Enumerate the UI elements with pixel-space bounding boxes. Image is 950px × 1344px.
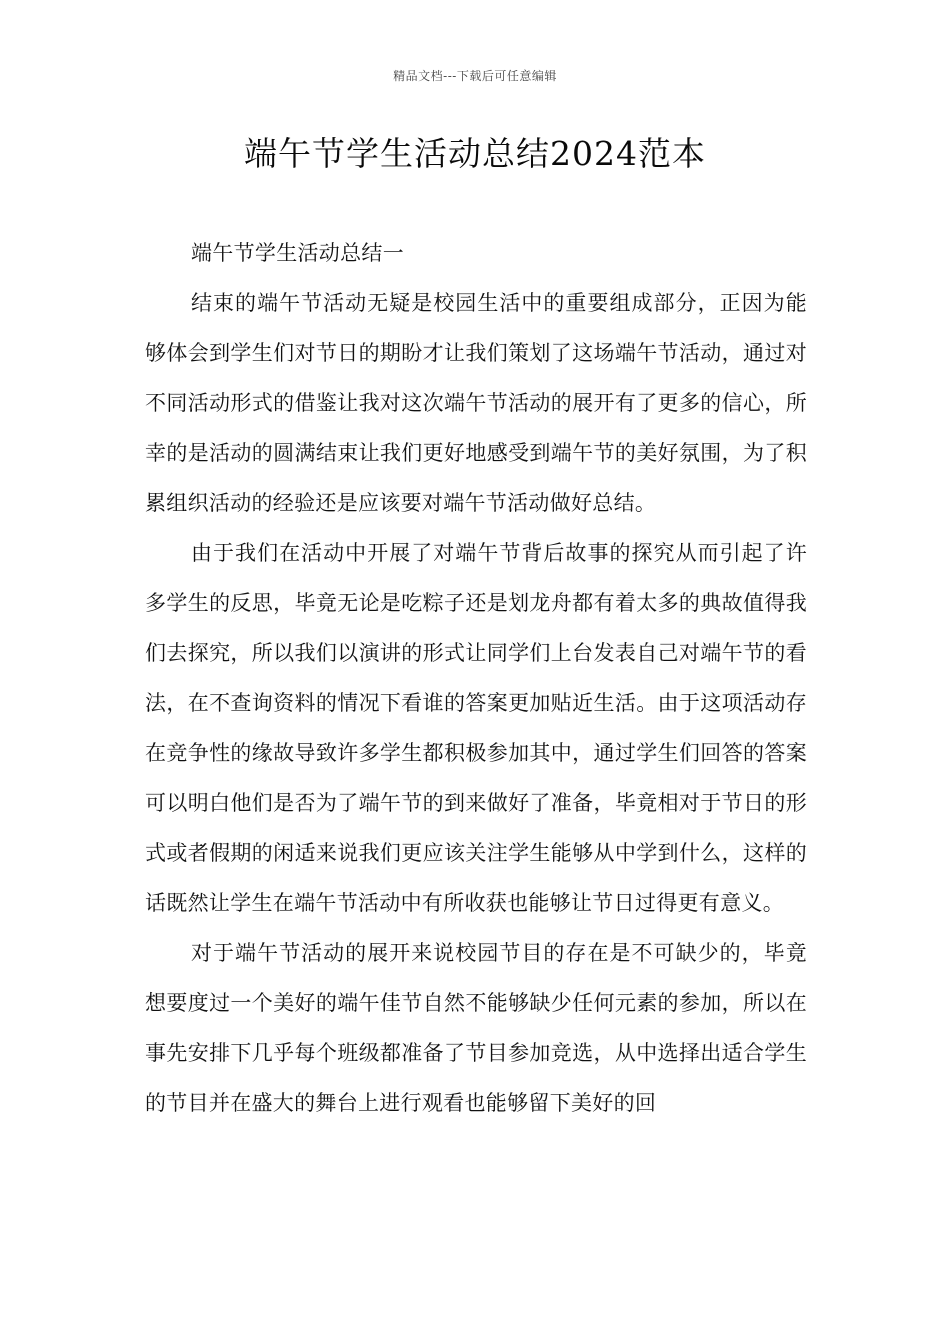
paragraph: 结束的端午节活动无疑是校园生活中的重要组成部分，正因为能够体会到学生们对节日的期盼才让我们策划了这场端午节活动，通过对不同活动形式的借鉴让我对这次端午节活动的展开有了更多的信心，所幸的是活动的圆满结束让我们更好地感受到端午节的美好氛围，为了积累组织活动的经验还是应该要对端午节活动做好总结。 [145, 291, 807, 515]
paragraph: 由于我们在活动中开展了对端午节背后故事的探究从而引起了许多学生的反思，毕竟无论是吃粽子还是划龙舟都有着太多的典故值得我们去探究，所以我们以演讲的形式让同学们上台发表自己对端午节的看法，在不查询资料的情况下看谁的答案更加贴近生活。由于这项活动存在竞争性的缘故导致许多学生都积极参加其中，通过学生们回答的答案可以明白他们是否为了端午节的到来做好了准备，毕竟相对于节日的形式或者假期的闲适来说我们更应该关注学生能够从中学到什么，这样的话既然让学生在端午节活动中有所收获也能够让节日过得更有意义。 [145, 541, 807, 915]
document-title: 端午节学生活动总结2024范本 [244, 134, 706, 173]
section-heading: 端午节学生活动总结一 [191, 241, 404, 265]
paragraph: 对于端午节活动的展开来说校园节目的存在是不可缺少的，毕竟想要度过一个美好的端午佳节自然不能够缺少任何元素的参加，所以在事先安排下几乎每个班级都准备了节目参加竞选，从中选择出适合学生的节目并在盛大的舞台上进行观看也能够留下美好的回 [145, 941, 807, 1115]
header-note: 精品文档---下载后可任意编辑 [393, 69, 557, 83]
document-body [145, 228, 807, 1128]
